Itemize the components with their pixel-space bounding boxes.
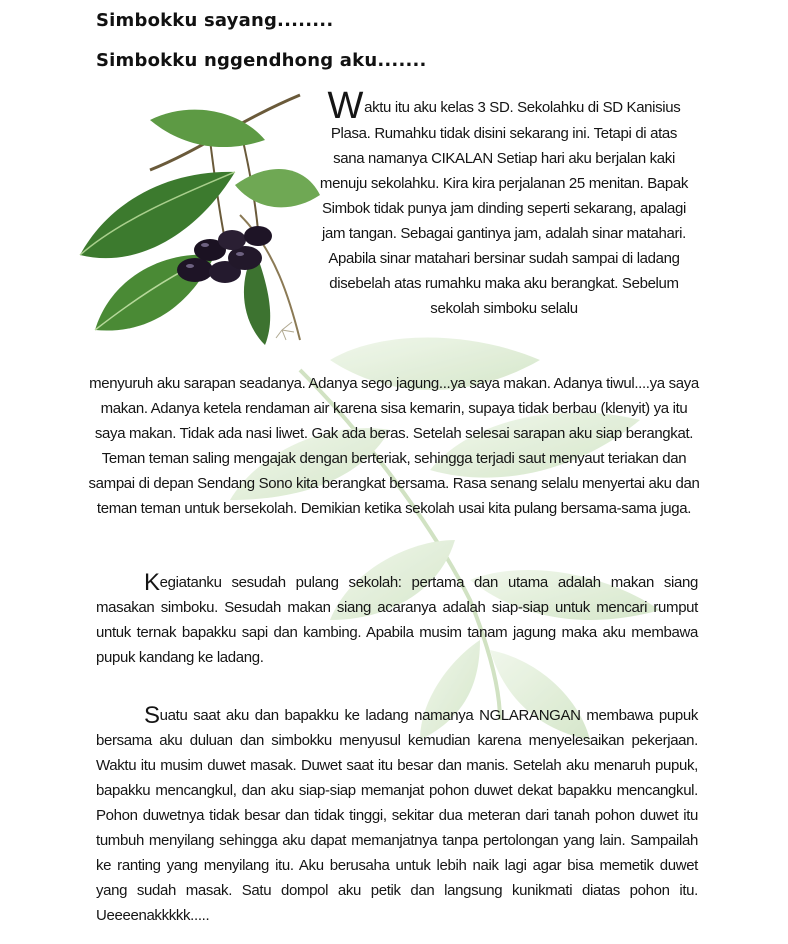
dropcap-w: W [327, 85, 364, 127]
heading-line-2: Simbokku nggendhong aku....... [96, 50, 427, 71]
dropcap-s: S [144, 702, 160, 729]
dropcap-k: K [144, 569, 160, 596]
paragraph-1-top [318, 85, 690, 321]
paragraph-3 [96, 703, 698, 928]
paragraph-1-top-text: aktu itu aku kelas 3 SD. Sekolahku di SD Kanisius Plasa. Rumahku tidak disini sekarang ini. Tetapi di atas sana namanya CIKALAN Setiap hari aku berjalan kaki menuju sekolahku. Kira kira perjalanan 25 menitan. Bapak Simbok tidak punya jam dinding seperti sekarang, apalagi jam tangan. Sebagai gantinya jam, adalah sinar matahari. Apabila sinar matahari bersinar sudah sampai di ladang disebelah atas rumahku maka aku berangkat. Sebelum sekolah simboku selalu [319, 99, 689, 317]
paragraph-3-text: uatu saat aku dan bapakku ke ladang namanya NGLARANGAN membawa pupuk bersama aku duluan dan simbokku menyusul kemudian karena menyelesaikan pekerjaan. Waktu itu musim duwet masak. Duwet saat itu besar dan manis. Setelah aku menaruh pupuk, bapakku mencangkul, dan aku siap-siap memanjat pohon duwet dekat bapakku mencangkul. Pohon duwetnya tidak besar dan tidak tinggi, sekitar dua meteran dari tanah pohon duwet itu tumbuh menyilang sehingga aku dapat memanjatnya tanpa pertolongan yang lain. Sampailah ke ranting yang menyilang itu. Aku berusaha untuk lebih naik lagi agar bisa memetik duwet yang sudah masak. Satu dompol aku petik dan langsung kunikmati diatas pohon itu. Ueeeenakkkkk..... [96, 707, 698, 924]
paragraph-2 [96, 570, 698, 670]
paragraph-2-text: egiatanku sesudah pulang sekolah: pertama dan utama adalah makan siang masakan simboku. Sesudah makan siang acaranya adalah siap-siap untuk mencari rumput untuk ternak bapakku sapi dan kambing. Apabila musim tanam jagung maka aku membawa pupuk kandang ke ladang. [96, 574, 698, 666]
heading-line-1: Simbokku sayang........ [96, 10, 334, 31]
paragraph-1-bottom: menyuruh aku sarapan seadanya. Adanya sego jagung...ya saya makan. Adanya tiwul....ya saya makan. Adanya ketela rendaman air karena sisa kemarin, supaya tidak berbau (klenyit) ya itu saya makan. Tidak ada nasi liwet. Gak ada beras. Setelah selesai sarapan aku siap berangkat. Teman teman saling mengajak dengan berteriak, sehingga terjadi saut menyaut teriakan dan sampai di depan Sendang Sono kita berangkat bersama. Rasa senang selalu menyertai aku dan teman teman untuk bersekolah. Demikian ketika sekolah usai kita pulang bersama-sama juga. [88, 375, 700, 517]
